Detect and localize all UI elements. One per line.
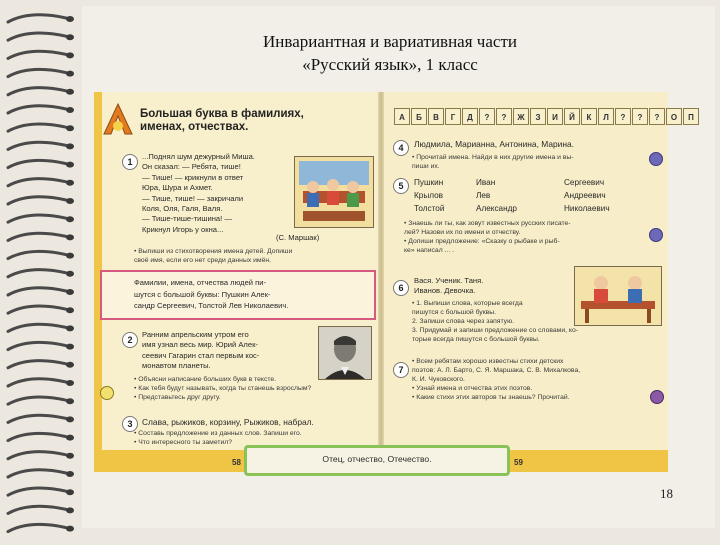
spiral-ring — [8, 342, 74, 349]
spiral-ring — [8, 306, 74, 313]
exercise-5-name-cell: Андреевич — [564, 191, 606, 200]
alphabet-letter: Й — [564, 108, 580, 125]
spiral-ring — [8, 69, 74, 76]
spiral-ring — [8, 488, 74, 495]
spiral-binding — [0, 0, 82, 540]
spiral-ring — [8, 379, 74, 386]
exercise-1-poem-line: — Тише, тише! — закричали — [142, 193, 244, 203]
rule-line: Фамилии, имена, отчества людей пи- — [134, 278, 267, 287]
exercise-1-poem-line: ...Поднял шум дежурный Миша. — [142, 152, 255, 161]
exercise-1-poem-line: Крикнул Игорь у окна... — [142, 224, 224, 234]
exercise-2-task-line: • Как тебя будут называть, когда ты станешь взрослым? — [134, 385, 312, 392]
exercise-5-name-cell: Иван — [476, 178, 496, 187]
book-gutter — [378, 92, 384, 472]
spiral-ring — [8, 233, 74, 240]
alphabet-letter: П — [683, 108, 699, 125]
exercise-1-task-line: своё имя, если его нет среди данных имён. — [134, 257, 272, 264]
spiral-ring — [8, 524, 74, 531]
exercise-2-number: 2 — [122, 332, 138, 348]
exercise-3-number: 3 — [122, 416, 138, 432]
exercise-5-task-line: лей? Назови их по имени и отчеству. — [404, 229, 521, 236]
exercise-5-task-line: • Знаешь ли ты, как зовут известных русских писате- — [404, 220, 571, 227]
alphabet-letter: И — [547, 108, 563, 125]
exercise-7-task-line: К. И. Чуковского. — [412, 376, 465, 383]
exercise-2-task-line: • Представьтесь друг другу. — [134, 394, 221, 401]
alphabet-letter: Д — [462, 108, 478, 125]
alphabet-letter: К — [581, 108, 597, 125]
heading-line2: именах, отчествах. — [140, 121, 249, 133]
spiral-ring — [8, 51, 74, 58]
exercise-6-number: 6 — [393, 280, 409, 296]
slide-title-line2: «Русский язык», 1 класс — [302, 55, 478, 74]
audio-disc-icon — [649, 228, 663, 242]
green-box-text: Отец, отчество, Отечество. — [322, 454, 432, 464]
exercise-7-number: 7 — [393, 362, 409, 378]
spiral-ring — [8, 415, 74, 422]
exercise-5-number: 5 — [393, 178, 409, 194]
alphabet-letter: ? — [479, 108, 495, 125]
spiral-ring — [8, 197, 74, 204]
exercise-4-text: Людмила, Марианна, Антонина, Марина. — [414, 139, 574, 149]
exercise-4-task-line: • Прочитай имена. Найди в них другие имена и вы- — [412, 154, 574, 161]
lesson-heading — [140, 108, 304, 134]
exercise-6-task-line: пишутся с большой буквы. — [412, 309, 497, 316]
spiral-ring — [8, 288, 74, 295]
exercise-1-poem-line: Он сказал: — Ребята, тише! — [142, 162, 241, 172]
exercise-7-task-line: поэтов: А. Л. Барто, С. Я. Маршака, С. В. Михалкова, — [412, 367, 581, 374]
exercise-1-number: 1 — [122, 154, 138, 170]
exercise-6-task-line: торые всегда пишутся с большой буквы. — [412, 336, 540, 343]
alphabet-letter: Б — [411, 108, 427, 125]
exercise-4-task-line: пиши их. — [412, 163, 440, 170]
spiral-ring — [8, 15, 74, 22]
alphabet-letter: О — [666, 108, 682, 125]
exercise-5-name-cell: Толстой — [414, 204, 445, 213]
exercise-3-task-line: • Составь предложение из данных слов. Запиши его. — [134, 430, 302, 437]
exercise-2-line: сеевич Гагарин стал первым кос- — [142, 350, 260, 360]
spiral-ring — [8, 270, 74, 277]
spiral-ring — [8, 215, 74, 222]
exercise-3-task-line: • Что интересного ты заметил? — [134, 439, 233, 446]
alphabet-letter: ? — [615, 108, 631, 125]
spiral-ring — [8, 506, 74, 513]
slide-page-number: 18 — [660, 486, 673, 501]
spiral-ring — [8, 179, 74, 186]
exercise-1-task-line: • Выпиши из стихотворения имена детей. Допиши — [134, 248, 293, 255]
green-word-box — [244, 445, 510, 476]
right-page-number: 59 — [514, 458, 523, 467]
exercise-7-task-line: • Узнай имена и отчества этих поэтов. — [412, 385, 533, 392]
exercise-5-name-cell: Александр — [476, 204, 517, 213]
exercise-1-poem-line: — Тише! — крикнули в ответ — [142, 172, 244, 182]
rule-box — [100, 270, 376, 320]
textbook-spread-image — [94, 92, 694, 472]
slide-title — [100, 30, 680, 76]
heading-line1: Большая буква в фамилиях, — [140, 108, 304, 120]
exercise-5-name-cell: Николаевич — [564, 204, 610, 213]
spiral-ring — [8, 124, 74, 131]
spiral-ring — [8, 106, 74, 113]
alphabet-letter: Ж — [513, 108, 529, 125]
exercise-5-task-line: ке» написал ... . — [404, 247, 454, 254]
spiral-ring — [8, 160, 74, 167]
audio-disc-icon — [649, 152, 663, 166]
spiral-ring — [8, 433, 74, 440]
spiral-ring — [8, 397, 74, 404]
clock-icon — [100, 386, 114, 400]
exercise-5-name-cell: Крылов — [414, 191, 443, 200]
alphabet-letter: ? — [496, 108, 512, 125]
exercise-5-name-cell: Сергеевич — [564, 178, 605, 187]
gagarin-portrait — [318, 326, 372, 380]
exercise-6-task-line: 3. Придумай и запиши предложение со словами, ко- — [412, 327, 579, 334]
spiral-ring — [8, 251, 74, 258]
spiral-ring — [8, 452, 74, 459]
spiral-ring — [8, 88, 74, 95]
exercise-2-line: монавтом планеты. — [142, 361, 211, 371]
alphabet-letter: Л — [598, 108, 614, 125]
exercise-3-text: Слава, рыжиков, корзину, Рыжиков, набрал. — [142, 417, 314, 427]
alphabet-letter: Г — [445, 108, 461, 125]
exercise-5-task-line: • Допиши предложение: «Сказку о рыбаке и рыб- — [404, 238, 560, 245]
spiral-ring — [8, 33, 74, 40]
exercise-6-line: Иванов. Девочка. — [414, 286, 476, 296]
exercise-1-poem-line: Коля, Оля, Галя, Валя. — [142, 204, 223, 213]
letter-a-icon — [100, 102, 138, 136]
book-icon — [650, 390, 664, 404]
exercise-1-poem-line: — Тише-тише-тишина! — — [142, 214, 232, 224]
exercise-7-task-line: • Всем ребятам хорошо известны стихи детских — [412, 358, 564, 365]
exercise-6-task-line: • 1. Выпиши слова, которые всегда — [412, 300, 523, 307]
spiral-ring — [8, 142, 74, 149]
alphabet-strip — [394, 108, 699, 125]
exercise-6-line: Вася. Ученик. Таня. — [414, 276, 484, 285]
classroom-illustration — [294, 156, 374, 228]
exercise-2-line: имя узнал весь мир. Юрий Алек- — [142, 340, 258, 350]
alphabet-letter: З — [530, 108, 546, 125]
children-at-desk-illustration — [574, 266, 662, 326]
exercise-5-name-cell: Пушкин — [414, 178, 444, 187]
exercise-5-name-cell: Лев — [476, 191, 491, 200]
exercise-1-poem-line: Юра, Шура и Ахмет. — [142, 183, 213, 193]
spiral-ring — [8, 361, 74, 368]
exercise-6-task-line: 2. Запиши слова через запятую. — [412, 318, 515, 325]
exercise-7-task-line: • Какие стихи этих авторов ты знаешь? Прочитай. — [412, 394, 570, 401]
spiral-rings — [0, 0, 82, 540]
exercise-1-author: (С. Маршак) — [276, 233, 320, 242]
exercise-4-number: 4 — [393, 140, 409, 156]
alphabet-letter: В — [428, 108, 444, 125]
alphabet-letter: А — [394, 108, 410, 125]
exercise-2-line: Ранним апрельским утром его — [142, 330, 249, 339]
alphabet-letter: ? — [632, 108, 648, 125]
rule-line: шутся с большой буквы: Пушкин Алек- — [134, 289, 271, 299]
spiral-ring — [8, 324, 74, 331]
alphabet-letter: ? — [649, 108, 665, 125]
slide-title-line1: Инвариантная и вариативная части — [263, 32, 517, 51]
rule-line: сандр Сергеевич, Толстой Лев Николаевич. — [134, 301, 289, 310]
exercise-2-task-line: • Объясни написание больших букв в тексте. — [134, 376, 277, 383]
spiral-ring — [8, 470, 74, 477]
left-page-number: 58 — [232, 458, 241, 467]
